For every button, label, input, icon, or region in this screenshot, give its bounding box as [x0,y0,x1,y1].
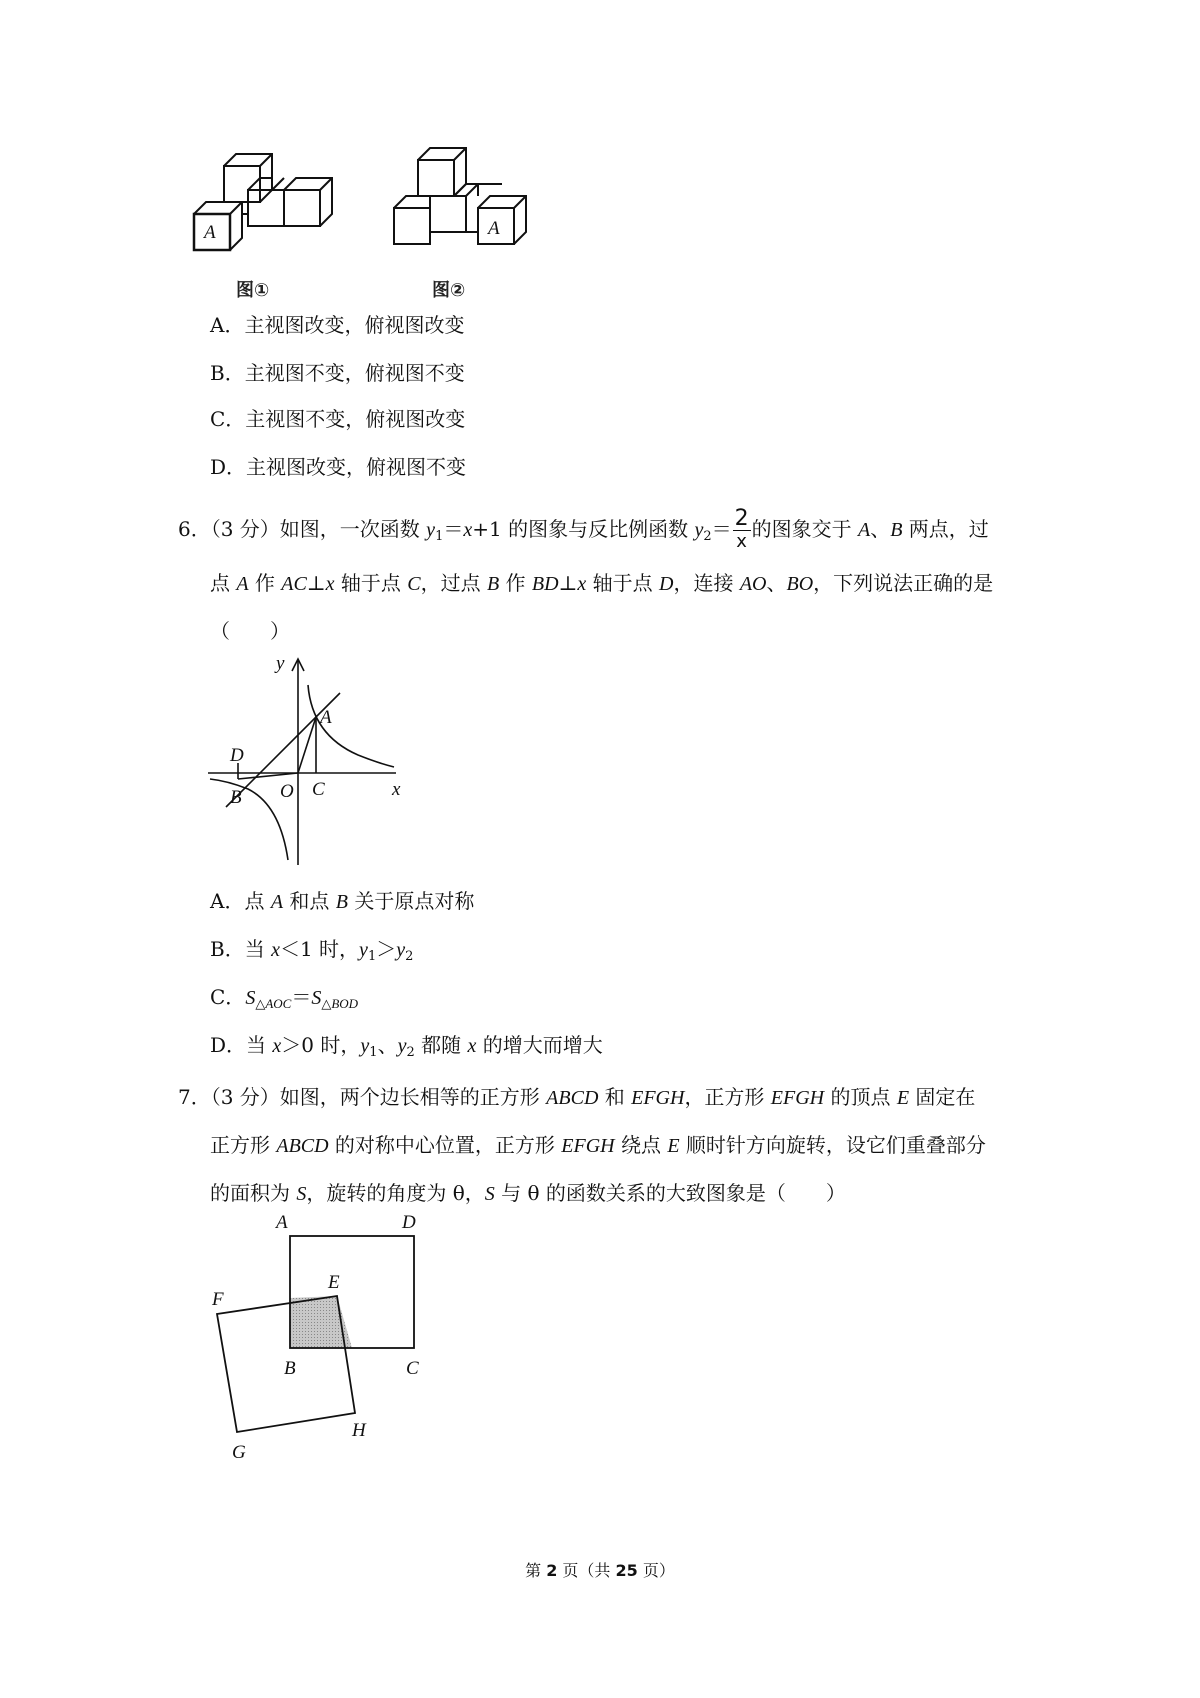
q5-option-a: A．主视图改变，俯视图改变 [210,313,465,337]
q6-label-b: B [230,787,242,808]
q7-label-g: G [232,1442,246,1463]
q6-option-c: C．$S_{\triangle AOC}=S_{\triangle BOD}$ [210,985,359,1012]
page-footer: 第 2 页（共 25 页） [525,1561,675,1580]
q7-stem-line2: 正方形 ABCD 的对称中心位置，正方形 EFGH 绕点 E 顺时针方向旋转，设它们重叠部分 [210,1133,986,1157]
q7-label-e: E [328,1272,340,1293]
q6-option-d: D．当 x＞0 时，$y_1$、$y_2$ 都随 x 的增大而增大 [210,1033,603,1060]
page-total: 25 [615,1561,638,1580]
q6-label-y: y [276,653,285,674]
q6-stem-line2: 点 A 作 AC⊥x 轴于点 C，过点 B 作 BD⊥x 轴于点 D，连接 AO、BO，下列说法正确的是 [210,571,994,595]
q6-label-c: C [312,779,325,800]
q6-label-a: A [320,707,332,728]
q6-fraction: $\frac{2}{x}$ [734,506,749,552]
q5-figure-2 [410,148,570,268]
q6-option-a: A．点 A 和点 B 关于原点对称 [210,889,475,913]
fig2-cube-label: A [488,218,500,239]
q7-stem-line1: 7．（3 分）如图，两个边长相等的正方形 ABCD 和 EFGH，正方形 EFGH 的顶点 E 固定在 [178,1085,976,1109]
q7-figure [200,1208,460,1463]
q6-label-o: O [280,781,294,802]
q7-label-b: B [284,1358,296,1379]
fig1-caption: 图① [236,280,270,301]
q5-option-c: C．主视图不变，俯视图改变 [210,407,466,431]
q5-option-d: D．主视图改变，俯视图不变 [210,455,467,479]
q6-label-d: D [230,745,244,766]
fig1-cube-label: A [204,222,216,243]
fig2-caption: 图② [432,280,466,301]
q7-label-d: D [402,1212,416,1233]
q5-option-b: B．主视图不变，俯视图不变 [210,361,465,385]
q7-label-a: A [276,1212,288,1233]
q7-label-h: H [352,1420,366,1441]
q6-label-x: x [392,779,401,800]
q5-figure-1 [204,148,368,268]
q6-graph [208,655,408,865]
q7-label-c: C [406,1358,419,1379]
q7-stem-line3: 的面积为 S，旋转的角度为 θ，S 与 θ 的函数关系的大致图象是（ ） [210,1181,846,1205]
page-number: 2 [546,1561,558,1580]
q6-answer-blank: （ ） [210,619,290,643]
q6-option-b: B．当 x＜1 时，$y_1>y_2$ [210,937,414,964]
q7-label-f: F [212,1289,224,1310]
q6-stem-line1: 6．（3 分）如图，一次函数 $y_1=x+1$ 的图象与反比例函数 $y_2=$ $\frac{2}{x}$ 的图象交于 A、B 两点，过 [178,506,989,552]
